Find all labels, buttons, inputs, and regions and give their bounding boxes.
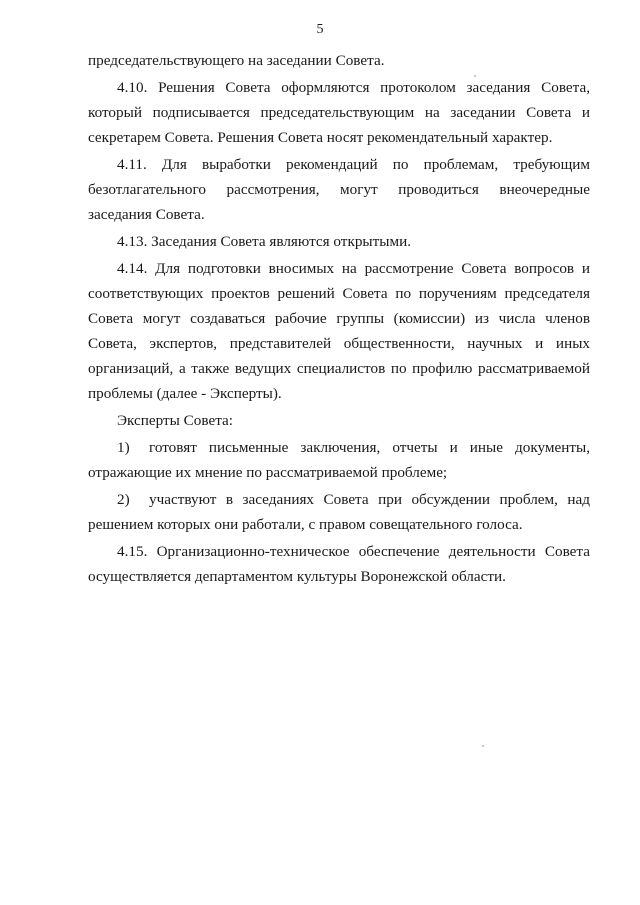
list-item-2 — [88, 487, 590, 537]
paragraph-4-11: 4.11. Для выработки рекомендаций по проблемам, требующим безотлагательного рассмотрения, могут проводиться внеочередные заседания Совета. — [88, 156, 590, 223]
paragraph-continuation: председательствующего на заседании Совета. — [88, 52, 385, 69]
list-text: готовят письменные заключения, отчеты и иные документы, отражающие их мнение по рассматриваемой проблеме; — [88, 439, 590, 481]
page-number: 5 — [316, 22, 324, 37]
paragraph-4-10: 4.10. Решения Совета оформляются протоколом заседания Совета, который подписывается председательствующим на заседании Совета и секретарем Совета. Решения Совета носят рекомендательный характер. — [88, 79, 590, 146]
paragraph-experts-heading: Эксперты Совета: — [117, 412, 233, 429]
paragraph-4-15: 4.15. Организационно-техническое обеспечение деятельности Совета осуществляется департаментом культуры Воронежской области. — [88, 543, 590, 585]
list-text: участвуют в заседаниях Совета при обсуждении проблем, над решением которых они работали, с правом совещательного голоса. — [88, 491, 590, 533]
scan-speck — [482, 745, 484, 747]
list-number: 2) — [117, 491, 130, 508]
list-item-1 — [88, 435, 590, 485]
list-number: 1) — [117, 439, 130, 456]
document-body — [88, 48, 590, 591]
paragraph-4-14: 4.14. Для подготовки вносимых на рассмотрение Совета вопросов и соответствующих проектов решений Совета по поручениям председателя Совета могут создаваться рабочие группы (комиссии) из числа членов Совета, экспертов, представителей общественности, научных и иных организаций, а также ведущих специалистов по профилю рассматриваемой проблемы (далее - Эксперты). — [88, 260, 590, 402]
paragraph-4-13: 4.13. Заседания Совета являются открытыми. — [117, 233, 411, 250]
